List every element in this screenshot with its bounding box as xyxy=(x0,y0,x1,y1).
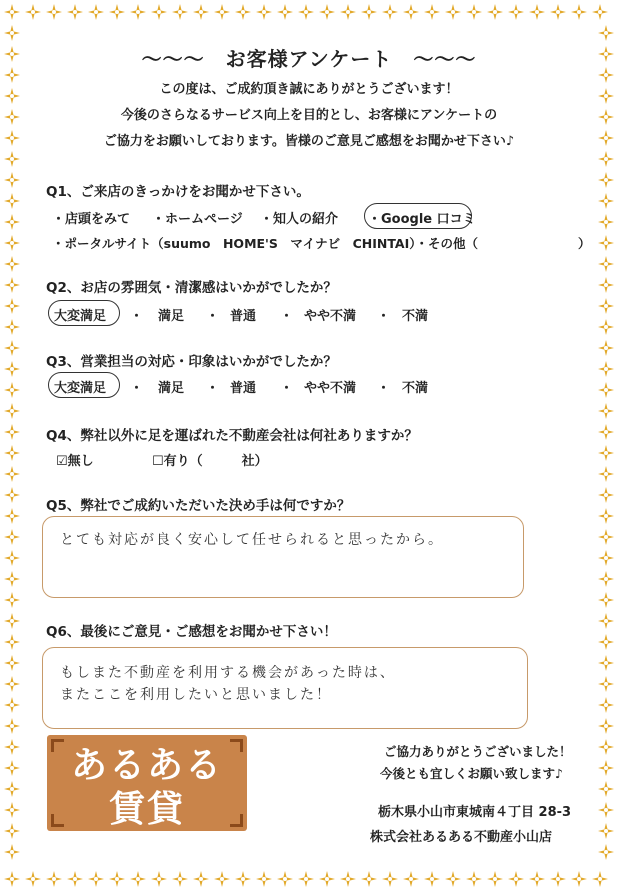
border-star-icon xyxy=(277,4,293,20)
border-star-icon xyxy=(4,613,20,629)
border-star-icon xyxy=(571,871,587,887)
border-star-icon xyxy=(298,4,314,20)
border-star-icon xyxy=(598,739,614,755)
border-star-icon xyxy=(4,739,20,755)
border-star-icon xyxy=(4,235,20,251)
border-star-icon xyxy=(598,382,614,398)
border-star-icon xyxy=(4,508,20,524)
border-star-icon xyxy=(598,277,614,293)
q3-option-very-satisfied: 大変満足 xyxy=(54,381,107,396)
footer-thanks-2: 今後とも宜しくお願い致します♪ xyxy=(380,766,563,781)
border-star-icon xyxy=(46,871,62,887)
border-star-icon xyxy=(25,871,41,887)
border-star-icon xyxy=(340,4,356,20)
border-star-icon xyxy=(4,151,20,167)
logo-text-line2: 賃貸 xyxy=(108,789,185,830)
border-star-icon xyxy=(598,151,614,167)
border-star-icon xyxy=(4,214,20,230)
q2-sep: ・ xyxy=(377,309,391,324)
border-star-icon xyxy=(67,871,83,887)
border-star-icon xyxy=(4,256,20,272)
border-star-icon xyxy=(598,424,614,440)
border-star-icon xyxy=(88,4,104,20)
q1-question: Q1、ご来店のきっかけをお聞かせ下さい。 xyxy=(46,184,310,200)
border-star-icon xyxy=(598,340,614,356)
border-star-icon xyxy=(598,487,614,503)
q6-question: Q6、最後にご意見・ご感想をお聞かせ下さい！ xyxy=(46,624,337,640)
border-star-icon xyxy=(424,871,440,887)
border-star-icon xyxy=(4,298,20,314)
border-star-icon xyxy=(403,4,419,20)
q6-answer-line-2: またここを利用したいと思いました！ xyxy=(60,687,332,703)
border-star-icon xyxy=(466,4,482,20)
border-star-icon xyxy=(598,592,614,608)
border-star-icon xyxy=(4,871,20,887)
border-star-icon xyxy=(256,871,272,887)
border-star-icon xyxy=(172,871,188,887)
border-star-icon xyxy=(598,361,614,377)
border-star-icon xyxy=(4,403,20,419)
border-star-icon xyxy=(4,277,20,293)
q2-option-dissatisfied: 不満 xyxy=(402,309,429,324)
border-star-icon xyxy=(508,4,524,20)
q3-sep: ・ xyxy=(377,381,391,396)
q1-option-homepage: ・ホームページ xyxy=(152,212,243,227)
border-star-icon xyxy=(598,256,614,272)
border-star-icon xyxy=(598,718,614,734)
border-star-icon xyxy=(4,634,20,650)
border-star-icon xyxy=(598,571,614,587)
border-star-icon xyxy=(67,4,83,20)
border-star-icon xyxy=(172,4,188,20)
border-star-icon xyxy=(319,871,335,887)
q2-sep: ・ xyxy=(280,309,294,324)
border-star-icon xyxy=(4,802,20,818)
border-star-icon xyxy=(151,871,167,887)
border-star-icon xyxy=(4,340,20,356)
border-star-icon xyxy=(529,4,545,20)
border-star-icon xyxy=(382,871,398,887)
border-star-icon xyxy=(445,871,461,887)
border-star-icon xyxy=(382,4,398,20)
border-star-icon xyxy=(235,871,251,887)
border-star-icon xyxy=(130,4,146,20)
border-star-icon xyxy=(361,4,377,20)
border-star-icon xyxy=(4,424,20,440)
border-star-icon xyxy=(193,4,209,20)
border-star-icon xyxy=(4,361,20,377)
q3-option-satisfied: 満足 xyxy=(158,381,185,396)
q1-option-google: ・Google 口コミ xyxy=(368,212,476,227)
border-star-icon xyxy=(4,172,20,188)
q4-option-none: ☑無し xyxy=(56,454,94,469)
border-star-icon xyxy=(4,382,20,398)
border-star-icon xyxy=(235,4,251,20)
border-star-icon xyxy=(4,823,20,839)
border-star-icon xyxy=(598,445,614,461)
border-star-icon xyxy=(214,4,230,20)
border-star-icon xyxy=(529,871,545,887)
border-star-icon xyxy=(277,871,293,887)
border-star-icon xyxy=(4,4,20,20)
border-star-icon xyxy=(598,802,614,818)
border-star-icon xyxy=(598,823,614,839)
border-star-icon xyxy=(598,529,614,545)
border-star-icon xyxy=(592,4,608,20)
border-star-icon xyxy=(361,871,377,887)
q2-option-very-satisfied: 大変満足 xyxy=(54,309,107,324)
footer-address: 栃木県小山市東城南４丁目 28-3 xyxy=(378,805,572,820)
q1-option-storefront: ・店頭をみて xyxy=(52,212,131,227)
border-star-icon xyxy=(4,655,20,671)
border-star-icon xyxy=(592,871,608,887)
border-star-icon xyxy=(598,781,614,797)
border-star-icon xyxy=(598,760,614,776)
border-star-icon xyxy=(487,4,503,20)
q4-option-some: ☐有り（ 社） xyxy=(152,454,268,469)
q3-sep: ・ xyxy=(280,381,294,396)
border-star-icon xyxy=(214,871,230,887)
border-star-icon xyxy=(4,592,20,608)
border-star-icon xyxy=(130,871,146,887)
border-star-icon xyxy=(151,4,167,20)
border-star-icon xyxy=(598,172,614,188)
border-star-icon xyxy=(598,298,614,314)
border-star-icon xyxy=(598,844,614,860)
border-star-icon xyxy=(4,487,20,503)
border-star-icon xyxy=(4,844,20,860)
intro-line-1: この度は、ご成約頂き誠にありがとうございます！ xyxy=(159,82,459,97)
q2-question: Q2、お店の雰囲気・清潔感はいかがでしたか？ xyxy=(46,280,337,296)
border-star-icon xyxy=(4,550,20,566)
border-star-icon xyxy=(598,697,614,713)
q2-sep: ・ xyxy=(206,309,220,324)
border-star-icon xyxy=(4,718,20,734)
footer-thanks-1: ご協力ありがとうございました！ xyxy=(384,744,572,759)
border-star-icon xyxy=(4,193,20,209)
border-star-icon xyxy=(466,871,482,887)
logo-text-line1: あるある xyxy=(70,745,223,786)
border-star-icon xyxy=(598,25,614,41)
q3-question: Q3、営業担当の対応・印象はいかがでしたか？ xyxy=(46,354,337,370)
border-star-icon xyxy=(4,25,20,41)
intro-line-2: 今後のさらなるサービス向上を目的とし、お客様にアンケートの xyxy=(120,108,498,123)
q1-option-portal-other: ・ポータルサイト（suumo HOME'S マイナビ CHINTAI）・その他（ ） xyxy=(52,236,591,251)
border-star-icon xyxy=(340,871,356,887)
border-star-icon xyxy=(598,655,614,671)
border-star-icon xyxy=(88,871,104,887)
border-star-icon xyxy=(4,529,20,545)
border-star-icon xyxy=(598,676,614,692)
border-star-icon xyxy=(598,550,614,566)
border-star-icon xyxy=(4,445,20,461)
footer-company: 株式会社あるある不動産小山店 xyxy=(370,830,553,845)
intro-line-3: ご協力をお願いしております。皆様のご意見ご感想をお聞かせ下さい♪ xyxy=(103,134,515,149)
border-star-icon xyxy=(109,871,125,887)
border-star-icon xyxy=(403,871,419,887)
border-star-icon xyxy=(598,319,614,335)
border-star-icon xyxy=(109,4,125,20)
border-star-icon xyxy=(4,760,20,776)
q3-option-neutral: 普通 xyxy=(230,381,257,396)
q5-answer-text: とても対応が良く安心して任せられると思ったから。 xyxy=(60,532,444,548)
border-star-icon xyxy=(4,697,20,713)
border-star-icon xyxy=(508,871,524,887)
border-star-icon xyxy=(193,871,209,887)
q3-sep: ・ xyxy=(206,381,220,396)
border-star-icon xyxy=(4,781,20,797)
q3-option-dissatisfied: 不満 xyxy=(402,381,429,396)
q2-sep: ・ xyxy=(130,309,144,324)
border-star-icon xyxy=(598,235,614,251)
q3-sep: ・ xyxy=(130,381,144,396)
q2-option-satisfied: 満足 xyxy=(158,309,185,324)
border-star-icon xyxy=(598,214,614,230)
border-star-icon xyxy=(598,508,614,524)
q6-answer-line-1: もしまた不動産を利用する機会があった時は、 xyxy=(60,665,396,681)
border-star-icon xyxy=(4,319,20,335)
border-star-icon xyxy=(445,4,461,20)
border-star-icon xyxy=(598,613,614,629)
border-star-icon xyxy=(598,634,614,650)
border-star-icon xyxy=(4,466,20,482)
border-star-icon xyxy=(4,571,20,587)
q2-option-somewhat-dissatisfied: やや不満 xyxy=(304,309,357,324)
border-star-icon xyxy=(256,4,272,20)
q5-question: Q5、弊社でご成約いただいた決め手は何ですか？ xyxy=(46,498,351,514)
border-star-icon xyxy=(487,871,503,887)
q2-option-neutral: 普通 xyxy=(230,309,257,324)
border-star-icon xyxy=(424,4,440,20)
border-star-icon xyxy=(598,466,614,482)
border-star-icon xyxy=(598,193,614,209)
border-star-icon xyxy=(550,4,566,20)
border-star-icon xyxy=(4,676,20,692)
q1-option-referral: ・知人の紹介 xyxy=(260,212,339,227)
border-star-icon xyxy=(46,4,62,20)
q3-option-somewhat-dissatisfied: やや不満 xyxy=(304,381,357,396)
page-title: ～～～ お客様アンケート ～～～ xyxy=(141,47,477,71)
border-star-icon xyxy=(598,403,614,419)
q4-question: Q4、弊社以外に足を運ばれた不動産会社は何社ありますか？ xyxy=(46,428,418,444)
company-logo xyxy=(47,735,247,831)
border-star-icon xyxy=(571,4,587,20)
border-star-icon xyxy=(25,4,41,20)
border-star-icon xyxy=(298,871,314,887)
border-star-icon xyxy=(319,4,335,20)
border-star-icon xyxy=(550,871,566,887)
